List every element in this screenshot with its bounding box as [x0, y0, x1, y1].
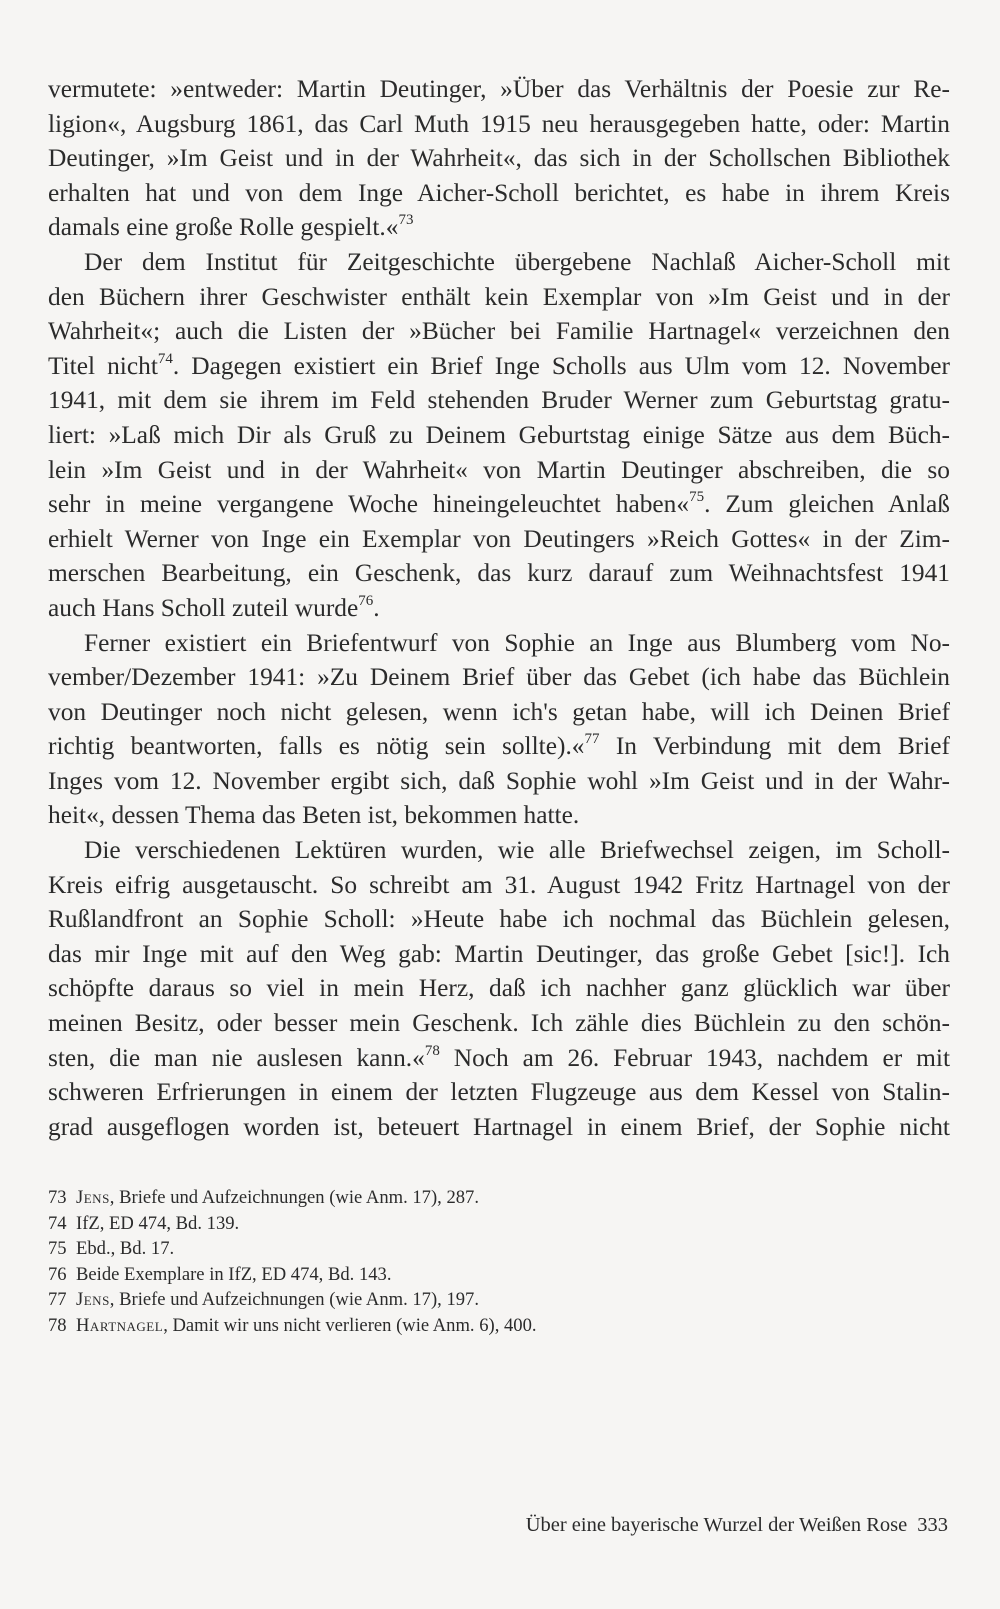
running-footer [526, 1514, 948, 1537]
footnote [48, 1236, 808, 1262]
footnote-number: 77 [48, 1289, 67, 1311]
text-line: vermutete: »entweder: Martin Deutinger, »Über das Verhältnis der Poesie zur Re- [48, 75, 950, 103]
text-segment: . [373, 593, 380, 622]
text-segment: richtig beantworten, falls es nötig sein sollte).« [48, 732, 585, 761]
footnote-author: Jens [76, 1289, 110, 1311]
body-text [48, 72, 950, 1144]
footnote-number: 74 [48, 1212, 67, 1234]
text-line: das mir Inge mit auf den Weg gab: Martin Deutinger, das große Gebet [sic!]. Ich [48, 939, 950, 968]
text-segment: sten, die man nie auslesen kann.« [48, 1043, 425, 1072]
footnote-ref: 77 [584, 731, 600, 748]
footnote-ref: 74 [157, 350, 173, 367]
footnote-text: , Briefe und Aufzeichnungen (wie Anm. 17), 197. [109, 1289, 480, 1311]
text-line: erhalten hat und von dem Inge Aicher-Scholl berichtet, es habe in ihrem Kreis [48, 178, 950, 207]
page-number: 333 [917, 1514, 948, 1536]
footnote-number: 78 [48, 1314, 67, 1336]
footnotes [48, 1185, 808, 1339]
text-line: grad ausgeflogen worden ist, beteuert Hartnagel in einem Brief, der Sophie nicht [48, 1112, 950, 1141]
text-segment: In Verbindung mit dem Brief [599, 732, 950, 761]
text-line: Die verschiedenen Lektüren wurden, wie alle Briefwechsel zeigen, im Scholl- [84, 836, 950, 865]
footnote-author: Jens [76, 1187, 110, 1208]
text-line: von Deutinger noch nicht gelesen, wenn ich's getan habe, will ich Deinen Brief [48, 697, 950, 726]
footnote-author: Hartnagel [76, 1314, 164, 1336]
text-line: ligion«, Augsburg 1861, das Carl Muth 1915 neu herausgegeben hatte, oder: Martin [48, 109, 950, 138]
text-line [48, 729, 950, 764]
footnote-number: 75 [48, 1238, 67, 1260]
footnote [48, 1211, 808, 1237]
text-line [48, 349, 950, 384]
footnote [48, 1313, 808, 1339]
footnote-text: , Damit wir uns nicht verlieren (wie Anm. 6), 400. [163, 1314, 537, 1336]
text-segment: Noch am 26. Februar 1943, nachdem er mit [439, 1043, 950, 1072]
footnote-text: Ebd., Bd. 17. [76, 1238, 175, 1260]
footnote-number: 76 [48, 1263, 67, 1285]
footnote [48, 1185, 808, 1211]
text-line [48, 1041, 950, 1076]
footnote [48, 1262, 808, 1288]
footnote-ref: 76 [358, 592, 374, 609]
text-line: Rußlandfront an Sophie Scholl: »Heute habe ich nochmal das Büchlein gelesen, [48, 905, 950, 934]
text-line: Kreis eifrig ausgetauscht. So schreibt am 31. August 1942 Fritz Hartnagel von der [48, 870, 950, 899]
text-line: Wahrheit«; auch die Listen der »Bücher bei Familie Hartnagel« verzeichnen den [48, 317, 950, 346]
footnote-text: , Briefe und Aufzeichnungen (wie Anm. 17), 287. [109, 1187, 480, 1208]
text-line: schöpfte daraus so viel in mein Herz, daß ich nachher ganz glücklich war über [48, 974, 950, 1003]
text-line: erhielt Werner von Inge ein Exemplar von Deutingers »Reich Gottes« in der Zim- [48, 524, 950, 553]
footnote-text: Beide Exemplare in IfZ, ED 474, Bd. 143. [76, 1263, 392, 1285]
text-line: lein »Im Geist und in der Wahrheit« von Martin Deutinger abschreiben, die so [48, 455, 950, 484]
footnote [48, 1287, 808, 1313]
text-segment: . Dagegen existiert ein Brief Inge Scholls aus Ulm vom 12. November [172, 351, 950, 380]
text-line: meinen Besitz, oder besser mein Geschenk. Ich zähle dies Büchlein zu den schön- [48, 1009, 950, 1038]
text-line: merschen Bearbeitung, ein Geschenk, das kurz darauf zum Weihnachtsfest 1941 [48, 559, 950, 588]
footnote-ref: 75 [689, 489, 705, 506]
text-line [48, 591, 950, 626]
text-line: Ferner existiert ein Briefentwurf von Sophie an Inge aus Blumberg vom No- [84, 628, 950, 657]
text-line [48, 210, 950, 245]
footnote-text: IfZ, ED 474, Bd. 139. [76, 1212, 240, 1234]
text-line: Deutinger, »Im Geist und in der Wahrheit«, das sich in der Schollschen Bibliothek [48, 144, 950, 173]
text-line: Inges vom 12. November ergibt sich, daß Sophie wohl »Im Geist und in der Wahr- [48, 766, 950, 795]
text-line: liert: »Laß mich Dir als Gruß zu Deinem Geburtstag einige Sätze aus dem Büch- [48, 420, 950, 449]
footnote-ref: 73 [398, 212, 414, 229]
footnote-ref: 78 [424, 1042, 440, 1059]
footnote-number: 73 [48, 1187, 67, 1208]
text-line: vember/Dezember 1941: »Zu Deinem Brief über das Gebet (ich habe das Büchlein [48, 663, 950, 692]
text-segment: . Zum gleichen Anlaß [704, 490, 950, 519]
text-line: Der dem Institut für Zeitgeschichte übergebene Nachlaß Aicher-Scholl mit [84, 247, 950, 276]
text-line: heit«, dessen Thema das Beten ist, bekommen hatte. [48, 801, 580, 830]
text-line: den Büchern ihrer Geschwister enthält kein Exemplar von »Im Geist und in der [48, 282, 950, 311]
text-segment: damals eine große Rolle gespielt.« [48, 213, 399, 242]
running-title: Über eine bayerische Wurzel der Weißen Rose [525, 1514, 908, 1536]
text-segment: Titel nicht [48, 351, 158, 380]
text-segment: auch Hans Scholl zuteil wurde [48, 593, 359, 622]
text-segment: sehr in meine vergangene Woche hineingeleuchtet haben« [48, 490, 690, 519]
text-line: 1941, mit dem sie ihrem im Feld stehenden Bruder Werner zum Geburtstag gratu- [48, 386, 950, 415]
text-line: schweren Erfrierungen in einem der letzten Flugzeuge aus dem Kessel von Stalin- [48, 1078, 950, 1107]
text-line [48, 487, 950, 522]
